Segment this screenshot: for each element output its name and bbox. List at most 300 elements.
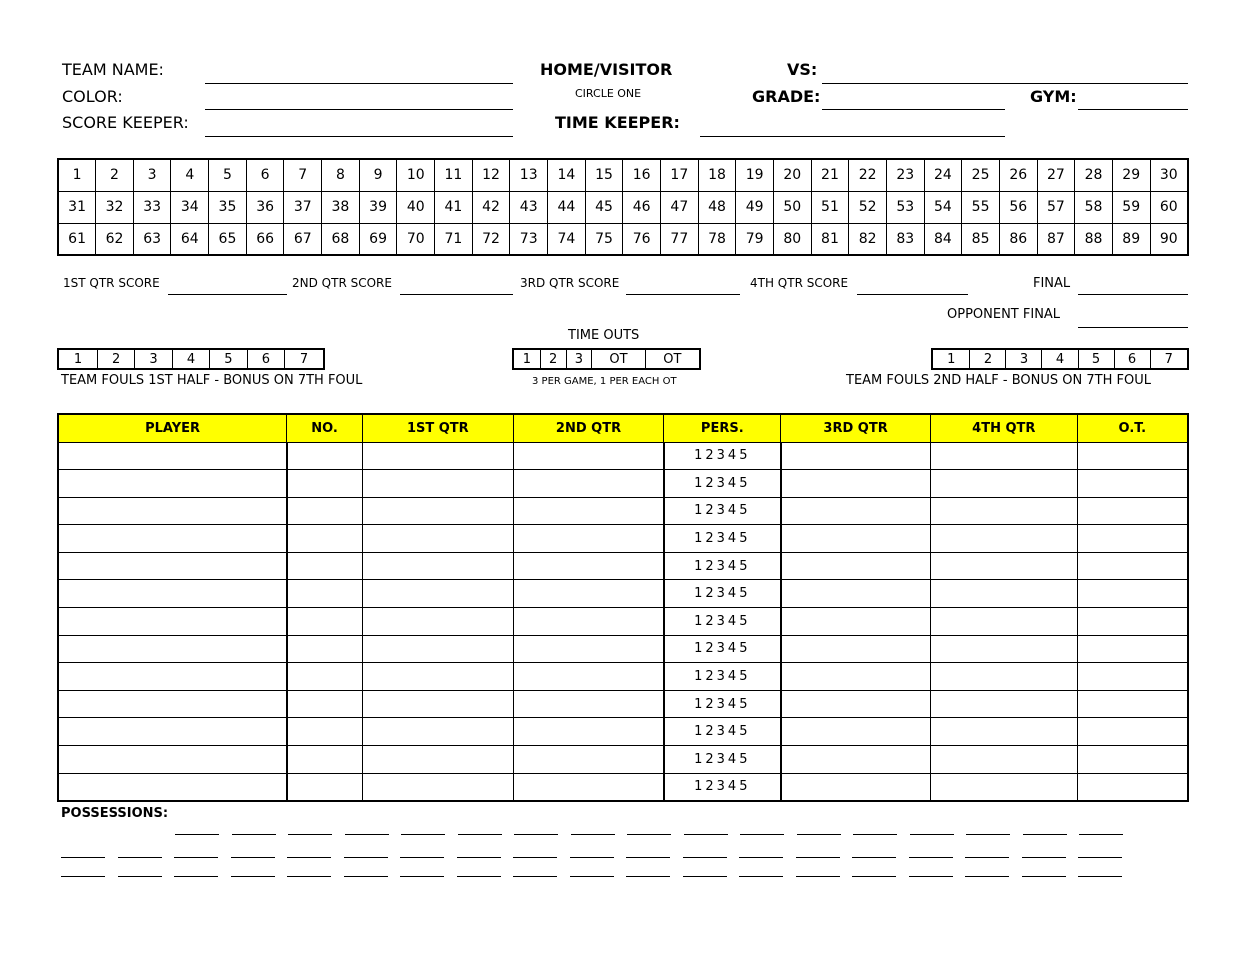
stat-cell[interactable]	[1077, 746, 1188, 774]
stat-cell[interactable]	[58, 663, 287, 691]
color-field[interactable]	[205, 109, 513, 110]
stat-cell[interactable]	[287, 773, 363, 801]
stat-cell[interactable]	[513, 746, 664, 774]
stat-cell[interactable]	[781, 525, 931, 553]
possession-blank[interactable]	[571, 834, 615, 835]
stat-cell[interactable]	[1077, 608, 1188, 636]
score-cell[interactable]: 60	[1150, 191, 1188, 223]
score-cell[interactable]: 52	[849, 191, 887, 223]
possession-blank[interactable]	[909, 857, 953, 858]
score-cell[interactable]: 31	[58, 191, 96, 223]
score-cell[interactable]: 38	[322, 191, 360, 223]
score-cell[interactable]: 59	[1112, 191, 1150, 223]
stat-cell[interactable]	[781, 773, 931, 801]
personal-fouls-cell[interactable]: 12345	[664, 608, 781, 636]
possession-blank[interactable]	[457, 857, 501, 858]
score-keeper-field[interactable]	[205, 136, 513, 137]
possession-blank[interactable]	[231, 876, 275, 877]
score-cell[interactable]: 28	[1075, 159, 1113, 191]
stat-cell[interactable]	[287, 580, 363, 608]
stat-cell[interactable]	[362, 442, 513, 470]
possessions-row-3[interactable]	[61, 862, 1135, 881]
stat-cell[interactable]	[1077, 663, 1188, 691]
stat-cell[interactable]	[930, 718, 1077, 746]
stat-cell[interactable]	[513, 580, 664, 608]
stat-cell[interactable]	[513, 608, 664, 636]
possession-blank[interactable]	[627, 834, 671, 835]
team-foul-box[interactable]: 5	[1078, 349, 1114, 369]
stat-cell[interactable]	[930, 525, 1077, 553]
column-header: PERS.	[664, 414, 781, 442]
grade-field[interactable]	[822, 109, 1005, 110]
team-foul-box[interactable]: 4	[1042, 349, 1078, 369]
possession-blank[interactable]	[570, 857, 614, 858]
possession-blank[interactable]	[1079, 834, 1123, 835]
possession-blank[interactable]	[909, 876, 953, 877]
stat-cell[interactable]	[58, 497, 287, 525]
column-header: 2ND QTR	[513, 414, 664, 442]
stat-cell[interactable]	[287, 470, 363, 498]
stat-cell[interactable]	[1077, 580, 1188, 608]
gym-field[interactable]	[1078, 109, 1188, 110]
personal-fouls-cell[interactable]: 12345	[664, 663, 781, 691]
score-cell[interactable]: 27	[1037, 159, 1075, 191]
player-row	[58, 442, 1188, 470]
possession-blank[interactable]	[400, 876, 444, 877]
score-cell[interactable]: 81	[811, 223, 849, 255]
score-cell[interactable]: 61	[58, 223, 96, 255]
stat-cell[interactable]	[58, 773, 287, 801]
score-cell[interactable]: 85	[962, 223, 1000, 255]
personal-fouls-cell[interactable]: 12345	[664, 442, 781, 470]
possession-blank[interactable]	[910, 834, 954, 835]
stat-cell[interactable]	[781, 497, 931, 525]
score-cell[interactable]: 24	[924, 159, 962, 191]
stat-cell[interactable]	[1077, 497, 1188, 525]
possession-blank[interactable]	[852, 857, 896, 858]
q4-score-field[interactable]	[857, 294, 968, 295]
score-cell[interactable]: 9	[359, 159, 397, 191]
score-cell[interactable]: 32	[96, 191, 134, 223]
score-cell[interactable]: 26	[999, 159, 1037, 191]
possession-blank[interactable]	[174, 876, 218, 877]
team-foul-box[interactable]: 4	[172, 349, 209, 369]
team-foul-box[interactable]: 5	[210, 349, 247, 369]
score-cell[interactable]: 6	[246, 159, 284, 191]
score-cell[interactable]: 62	[96, 223, 134, 255]
possession-blank[interactable]	[287, 857, 331, 858]
stat-cell[interactable]	[287, 663, 363, 691]
score-cell[interactable]: 1	[58, 159, 96, 191]
score-cell[interactable]: 51	[811, 191, 849, 223]
score-cell[interactable]: 33	[133, 191, 171, 223]
score-cell[interactable]: 68	[322, 223, 360, 255]
personal-fouls-cell[interactable]: 12345	[664, 580, 781, 608]
stat-cell[interactable]	[1077, 718, 1188, 746]
score-cell[interactable]: 29	[1112, 159, 1150, 191]
stat-cell[interactable]	[513, 635, 664, 663]
possession-blank[interactable]	[684, 834, 728, 835]
stat-cell[interactable]	[287, 608, 363, 636]
stat-cell[interactable]	[513, 690, 664, 718]
score-cell[interactable]: 86	[999, 223, 1037, 255]
personal-fouls-cell[interactable]: 12345	[664, 525, 781, 553]
score-cell[interactable]: 74	[548, 223, 586, 255]
possession-blank[interactable]	[965, 857, 1009, 858]
personal-fouls-cell[interactable]: 12345	[664, 773, 781, 801]
time-outs-title: TIME OUTS	[568, 328, 640, 343]
final-field[interactable]	[1078, 294, 1188, 295]
score-cell[interactable]: 82	[849, 223, 887, 255]
possession-blank[interactable]	[288, 834, 332, 835]
score-cell[interactable]: 44	[548, 191, 586, 223]
score-keeper-label: SCORE KEEPER:	[62, 113, 189, 132]
stat-cell[interactable]	[58, 580, 287, 608]
score-cell[interactable]: 20	[773, 159, 811, 191]
stat-cell[interactable]	[930, 497, 1077, 525]
possession-blank[interactable]	[797, 834, 841, 835]
team-foul-box[interactable]: 6	[1114, 349, 1150, 369]
score-cell[interactable]: 12	[472, 159, 510, 191]
stat-cell[interactable]	[287, 718, 363, 746]
stat-cell[interactable]	[781, 746, 931, 774]
team-foul-box[interactable]: 1	[932, 349, 970, 369]
possession-blank[interactable]	[514, 834, 558, 835]
stat-cell[interactable]	[930, 663, 1077, 691]
stat-cell[interactable]	[930, 470, 1077, 498]
stat-cell[interactable]	[362, 635, 513, 663]
player-row	[58, 635, 1188, 663]
timeout-box-row	[513, 349, 700, 369]
stat-cell[interactable]	[287, 746, 363, 774]
stat-cell[interactable]	[930, 580, 1077, 608]
stat-cell[interactable]	[1077, 635, 1188, 663]
score-cell[interactable]: 89	[1112, 223, 1150, 255]
stat-cell[interactable]	[781, 718, 931, 746]
possession-blank[interactable]	[570, 876, 614, 877]
stat-cell[interactable]	[930, 608, 1077, 636]
stat-cell[interactable]	[287, 525, 363, 553]
score-cell[interactable]: 41	[435, 191, 473, 223]
score-cell[interactable]: 10	[397, 159, 435, 191]
opponent-final-field[interactable]	[1078, 327, 1188, 328]
stat-cell[interactable]	[362, 608, 513, 636]
score-cell[interactable]: 75	[585, 223, 623, 255]
stat-cell[interactable]	[58, 552, 287, 580]
q3-score-field[interactable]	[626, 294, 740, 295]
time-keeper-field[interactable]	[700, 136, 1005, 137]
possession-blank[interactable]	[965, 876, 1009, 877]
score-cell[interactable]: 65	[209, 223, 247, 255]
score-cell[interactable]: 58	[1075, 191, 1113, 223]
score-cell[interactable]: 19	[736, 159, 774, 191]
possession-blank[interactable]	[1022, 876, 1066, 877]
score-cell[interactable]: 71	[435, 223, 473, 255]
score-cell[interactable]: 48	[698, 191, 736, 223]
stat-cell[interactable]	[930, 690, 1077, 718]
score-cell[interactable]: 77	[661, 223, 699, 255]
possession-blank[interactable]	[118, 857, 162, 858]
stat-cell[interactable]	[362, 580, 513, 608]
score-cell[interactable]: 64	[171, 223, 209, 255]
stat-cell[interactable]	[287, 635, 363, 663]
stat-cell[interactable]	[362, 718, 513, 746]
stat-cell[interactable]	[513, 470, 664, 498]
score-cell[interactable]: 8	[322, 159, 360, 191]
possession-blank[interactable]	[174, 857, 218, 858]
possession-blank[interactable]	[739, 876, 783, 877]
possession-blank[interactable]	[796, 857, 840, 858]
stat-cell[interactable]	[513, 497, 664, 525]
score-cell[interactable]: 78	[698, 223, 736, 255]
possession-blank[interactable]	[344, 857, 388, 858]
possession-blank[interactable]	[796, 876, 840, 877]
team-foul-box[interactable]: 1	[58, 349, 97, 369]
possession-blank[interactable]	[683, 876, 727, 877]
stat-cell[interactable]	[1077, 552, 1188, 580]
q4-score-label: 4TH QTR SCORE	[750, 276, 849, 290]
score-cell[interactable]: 63	[133, 223, 171, 255]
stat-cell[interactable]	[58, 470, 287, 498]
personal-fouls-cell[interactable]: 12345	[664, 690, 781, 718]
score-cell[interactable]: 34	[171, 191, 209, 223]
stat-cell[interactable]	[58, 442, 287, 470]
score-cell[interactable]: 87	[1037, 223, 1075, 255]
possessions-row-1[interactable]	[175, 820, 1136, 839]
personal-fouls-cell[interactable]: 12345	[664, 718, 781, 746]
stat-cell[interactable]	[930, 552, 1077, 580]
possession-blank[interactable]	[853, 834, 897, 835]
score-cell[interactable]: 70	[397, 223, 435, 255]
possession-blank[interactable]	[1078, 857, 1122, 858]
team-name-field[interactable]	[205, 83, 513, 84]
possessions-label: POSSESSIONS:	[61, 806, 169, 821]
stat-cell[interactable]	[287, 442, 363, 470]
possession-blank[interactable]	[513, 876, 557, 877]
stat-cell[interactable]	[362, 470, 513, 498]
stat-cell[interactable]	[513, 718, 664, 746]
possession-blank[interactable]	[457, 876, 501, 877]
score-cell[interactable]: 25	[962, 159, 1000, 191]
team-foul-box[interactable]: 2	[97, 349, 134, 369]
score-cell[interactable]: 22	[849, 159, 887, 191]
possession-blank[interactable]	[852, 876, 896, 877]
stat-cell[interactable]	[58, 525, 287, 553]
stat-cell[interactable]	[781, 580, 931, 608]
stat-cell[interactable]	[781, 663, 931, 691]
score-cell[interactable]: 39	[359, 191, 397, 223]
score-cell[interactable]: 79	[736, 223, 774, 255]
personal-fouls-cell[interactable]: 12345	[664, 497, 781, 525]
team-foul-box[interactable]: 6	[247, 349, 284, 369]
team-foul-box[interactable]: 3	[1006, 349, 1042, 369]
score-cell[interactable]: 83	[886, 223, 924, 255]
team-foul-box[interactable]: 7	[285, 349, 324, 369]
personal-fouls-cell[interactable]: 12345	[664, 552, 781, 580]
stat-cell[interactable]	[362, 552, 513, 580]
stat-cell[interactable]	[58, 608, 287, 636]
score-cell[interactable]: 46	[623, 191, 661, 223]
stat-cell[interactable]	[930, 635, 1077, 663]
score-cell[interactable]: 54	[924, 191, 962, 223]
possession-blank[interactable]	[626, 876, 670, 877]
score-cell[interactable]: 3	[133, 159, 171, 191]
score-cell[interactable]: 80	[773, 223, 811, 255]
home-visitor-label[interactable]: HOME/VISITOR	[540, 60, 673, 79]
stat-cell[interactable]	[1077, 773, 1188, 801]
stat-cell[interactable]	[362, 773, 513, 801]
column-header: 1ST QTR	[362, 414, 513, 442]
possession-blank[interactable]	[1078, 876, 1122, 877]
stat-cell[interactable]	[362, 690, 513, 718]
personal-fouls-cell[interactable]: 12345	[664, 746, 781, 774]
score-cell[interactable]: 66	[246, 223, 284, 255]
stat-cell[interactable]	[1077, 690, 1188, 718]
score-cell[interactable]: 67	[284, 223, 322, 255]
team-foul-box[interactable]: 2	[970, 349, 1006, 369]
score-cell[interactable]: 16	[623, 159, 661, 191]
stat-cell[interactable]	[781, 442, 931, 470]
possession-blank[interactable]	[231, 857, 275, 858]
stat-cell[interactable]	[1077, 442, 1188, 470]
possession-blank[interactable]	[175, 834, 219, 835]
score-cell[interactable]: 88	[1075, 223, 1113, 255]
timeouts-caption: 3 PER GAME, 1 PER EACH OT	[532, 376, 677, 387]
score-cell[interactable]: 21	[811, 159, 849, 191]
possessions-row-2[interactable]	[61, 843, 1135, 862]
q1-score-field[interactable]	[168, 294, 287, 295]
q2-score-field[interactable]	[400, 294, 513, 295]
score-cell[interactable]: 37	[284, 191, 322, 223]
timeout-box[interactable]: 3	[566, 349, 592, 369]
score-cell[interactable]: 84	[924, 223, 962, 255]
score-cell[interactable]: 43	[510, 191, 548, 223]
stat-cell[interactable]	[58, 718, 287, 746]
score-cell[interactable]: 69	[359, 223, 397, 255]
score-cell[interactable]: 45	[585, 191, 623, 223]
vs-field[interactable]	[822, 83, 1188, 84]
possession-blank[interactable]	[345, 834, 389, 835]
score-cell[interactable]: 49	[736, 191, 774, 223]
score-cell[interactable]: 18	[698, 159, 736, 191]
possession-blank[interactable]	[739, 857, 783, 858]
score-cell[interactable]: 40	[397, 191, 435, 223]
score-cell[interactable]: 23	[886, 159, 924, 191]
possession-blank[interactable]	[458, 834, 502, 835]
stat-cell[interactable]	[58, 690, 287, 718]
team-fouls-first-half	[57, 348, 325, 370]
stat-cell[interactable]	[362, 525, 513, 553]
stat-cell[interactable]	[781, 552, 931, 580]
fouls-second-caption: TEAM FOULS 2ND HALF - BONUS ON 7TH FOUL	[846, 373, 1151, 388]
stat-cell[interactable]	[930, 746, 1077, 774]
score-cell[interactable]: 50	[773, 191, 811, 223]
score-cell[interactable]: 14	[548, 159, 586, 191]
possession-blank[interactable]	[232, 834, 276, 835]
possession-blank[interactable]	[344, 876, 388, 877]
stat-cell[interactable]	[513, 773, 664, 801]
score-cell[interactable]: 4	[171, 159, 209, 191]
score-cell[interactable]: 55	[962, 191, 1000, 223]
personal-fouls-cell[interactable]: 12345	[664, 470, 781, 498]
possession-blank[interactable]	[966, 834, 1010, 835]
score-cell[interactable]: 35	[209, 191, 247, 223]
possession-blank[interactable]	[287, 876, 331, 877]
possession-blank[interactable]	[400, 857, 444, 858]
stat-cell[interactable]	[287, 497, 363, 525]
stat-cell[interactable]	[781, 470, 931, 498]
score-cell[interactable]: 13	[510, 159, 548, 191]
stat-cell[interactable]	[930, 442, 1077, 470]
timeout-box[interactable]: 1	[513, 349, 540, 369]
team-foul-box[interactable]: 7	[1150, 349, 1188, 369]
stat-cell[interactable]	[781, 635, 931, 663]
stat-cell[interactable]	[781, 690, 931, 718]
score-grid-row	[58, 223, 1188, 255]
possession-blank[interactable]	[1022, 857, 1066, 858]
personal-fouls-cell[interactable]: 12345	[664, 635, 781, 663]
timeout-box[interactable]: OT	[645, 349, 700, 369]
possession-blank[interactable]	[118, 876, 162, 877]
score-cell[interactable]: 11	[435, 159, 473, 191]
stat-cell[interactable]	[513, 525, 664, 553]
stat-cell[interactable]	[1077, 525, 1188, 553]
stat-cell[interactable]	[781, 608, 931, 636]
score-cell[interactable]: 7	[284, 159, 322, 191]
score-cell[interactable]: 47	[661, 191, 699, 223]
possession-blank[interactable]	[740, 834, 784, 835]
score-cell[interactable]: 57	[1037, 191, 1075, 223]
timeout-box[interactable]: OT	[592, 349, 645, 369]
stat-cell[interactable]	[513, 552, 664, 580]
stat-cell[interactable]	[58, 635, 287, 663]
score-cell[interactable]: 17	[661, 159, 699, 191]
stat-cell[interactable]	[1077, 470, 1188, 498]
score-cell[interactable]: 53	[886, 191, 924, 223]
stat-cell[interactable]	[287, 690, 363, 718]
stat-cell[interactable]	[362, 746, 513, 774]
score-cell[interactable]: 30	[1150, 159, 1188, 191]
team-foul-box[interactable]: 3	[135, 349, 172, 369]
possession-blank[interactable]	[683, 857, 727, 858]
possession-blank[interactable]	[1023, 834, 1067, 835]
column-header: NO.	[287, 414, 363, 442]
score-cell[interactable]: 56	[999, 191, 1037, 223]
score-cell[interactable]: 42	[472, 191, 510, 223]
possession-blank[interactable]	[513, 857, 557, 858]
stat-cell[interactable]	[930, 773, 1077, 801]
possession-blank[interactable]	[61, 857, 105, 858]
score-cell[interactable]: 36	[246, 191, 284, 223]
possession-blank[interactable]	[401, 834, 445, 835]
stat-cell[interactable]	[362, 663, 513, 691]
score-cell[interactable]: 76	[623, 223, 661, 255]
score-cell[interactable]: 2	[96, 159, 134, 191]
score-cell[interactable]: 73	[510, 223, 548, 255]
score-cell[interactable]: 15	[585, 159, 623, 191]
stat-cell[interactable]	[58, 746, 287, 774]
score-cell[interactable]: 90	[1150, 223, 1188, 255]
score-cell[interactable]: 5	[209, 159, 247, 191]
stat-cell[interactable]	[513, 663, 664, 691]
score-cell[interactable]: 72	[472, 223, 510, 255]
stat-cell[interactable]	[362, 497, 513, 525]
timeout-box[interactable]: 2	[540, 349, 566, 369]
possession-blank[interactable]	[626, 857, 670, 858]
stat-cell[interactable]	[513, 442, 664, 470]
possession-blank[interactable]	[61, 876, 105, 877]
stat-cell[interactable]	[287, 552, 363, 580]
